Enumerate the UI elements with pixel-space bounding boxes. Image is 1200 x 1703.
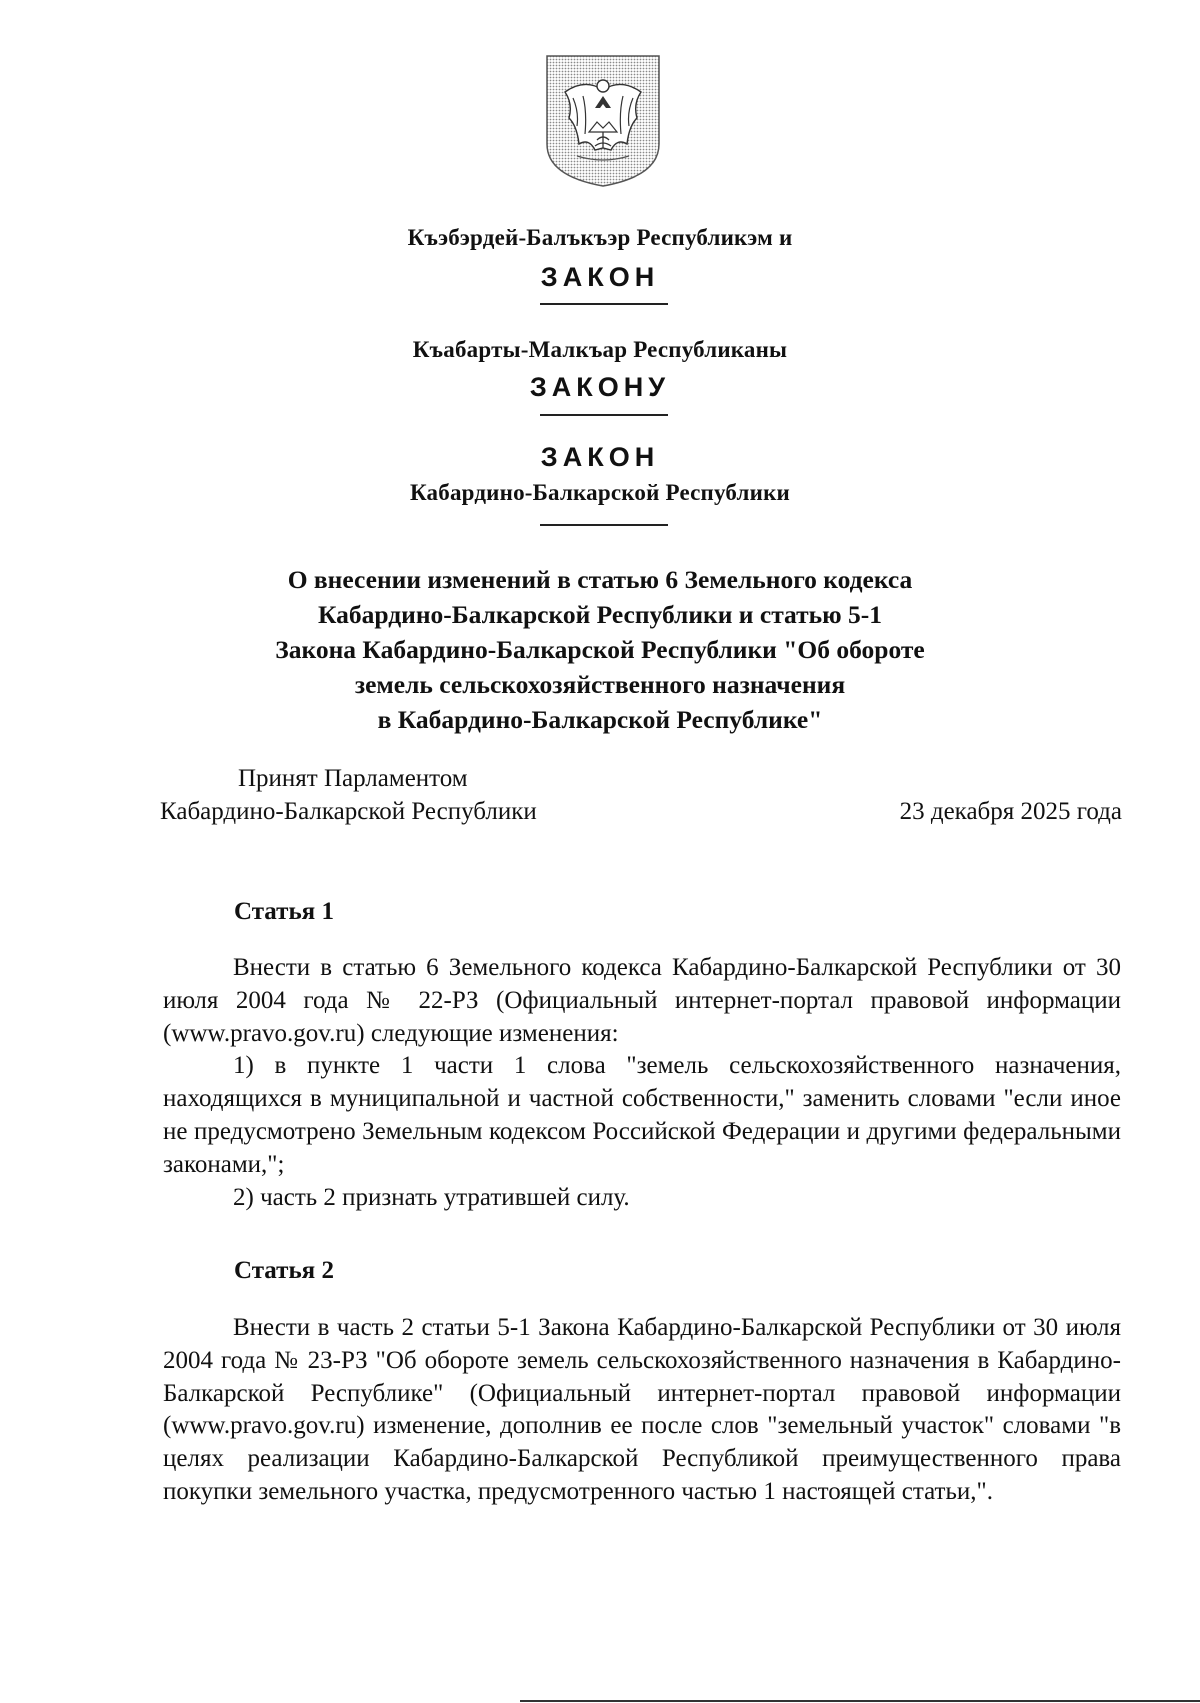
kabardian-law-title: ЗАКОН	[540, 262, 660, 292]
russian-law-title: ЗАКОН	[540, 442, 660, 472]
law-title-line: в Кабардино-Балкарской Республике"	[377, 705, 823, 734]
law-title-line: земель сельскохозяйственного назначения	[354, 670, 846, 699]
balkar-republic-name: Къабарты-Малкъар Республиканы	[412, 337, 788, 362]
article-1-item-1: 1) в пункте 1 части 1 слова "земель сельскохозяйственного назначения, находящихся в муниципальной и частной собственности," заменить словами "если иное не предусмотрено Земельным кодексом Российской Федерации и другими федеральными законами,";	[163, 1052, 1121, 1178]
header-divider	[540, 303, 668, 305]
article-1-intro: Внести в статью 6 Земельного кодекса Кабардино-Балкарской Республики от 30 июля 2004 года № 22-РЗ (Официальный интернет-портал правовой информации (www.pravo.gov.ru) следующие изменения:	[163, 954, 1121, 1047]
russian-republic-name: Кабардино-Балкарской Республики	[409, 480, 790, 505]
article-2-heading: Статья 2	[234, 1257, 334, 1284]
page-bottom-edge	[520, 1700, 1200, 1702]
adoption-line-2: Кабардино-Балкарской Республики	[160, 798, 537, 825]
coat-of-arms-icon	[543, 52, 663, 188]
adoption-date: 23 декабря 2025 года	[899, 798, 1122, 825]
balkar-law-title: ЗАКОНУ	[529, 372, 671, 402]
article-2-body	[163, 1312, 1121, 1509]
article-1-body	[163, 952, 1121, 1214]
article-1-item-2: 2) часть 2 признать утратившей силу.	[233, 1183, 630, 1211]
kabardian-republic-name: Къэбэрдей-Балъкъэр Республикэм и	[407, 225, 793, 250]
law-title	[180, 562, 1020, 737]
header-divider	[540, 414, 668, 416]
law-title-line: О внесении изменений в статью 6 Земельного кодекса	[287, 565, 913, 594]
adoption-line-1: Принят Парламентом	[238, 765, 468, 792]
article-1-heading: Статья 1	[234, 898, 334, 925]
law-title-line: Кабардино-Балкарской Республики и статью 5-1	[318, 600, 882, 629]
adoption-info	[160, 762, 660, 828]
header-divider	[540, 524, 668, 526]
law-title-line: Закона Кабардино-Балкарской Республики "Об обороте	[275, 635, 925, 664]
article-2-text: Внести в часть 2 статьи 5-1 Закона Кабардино-Балкарской Республики от 30 июля 2004 года № 23-РЗ "Об обороте земель сельскохозяйственного назначения в Кабардино-Балкарской Республике" (Официальный интернет-портал правовой информации (www.pravo.gov.ru) изменение, дополнив ее после слов "земельный участок" словами "в целях реализации Кабардино-Балкарской Республикой преимущественного права покупки земельного участка, предусмотренного частью 1 настоящей статьи,".	[163, 1314, 1121, 1505]
